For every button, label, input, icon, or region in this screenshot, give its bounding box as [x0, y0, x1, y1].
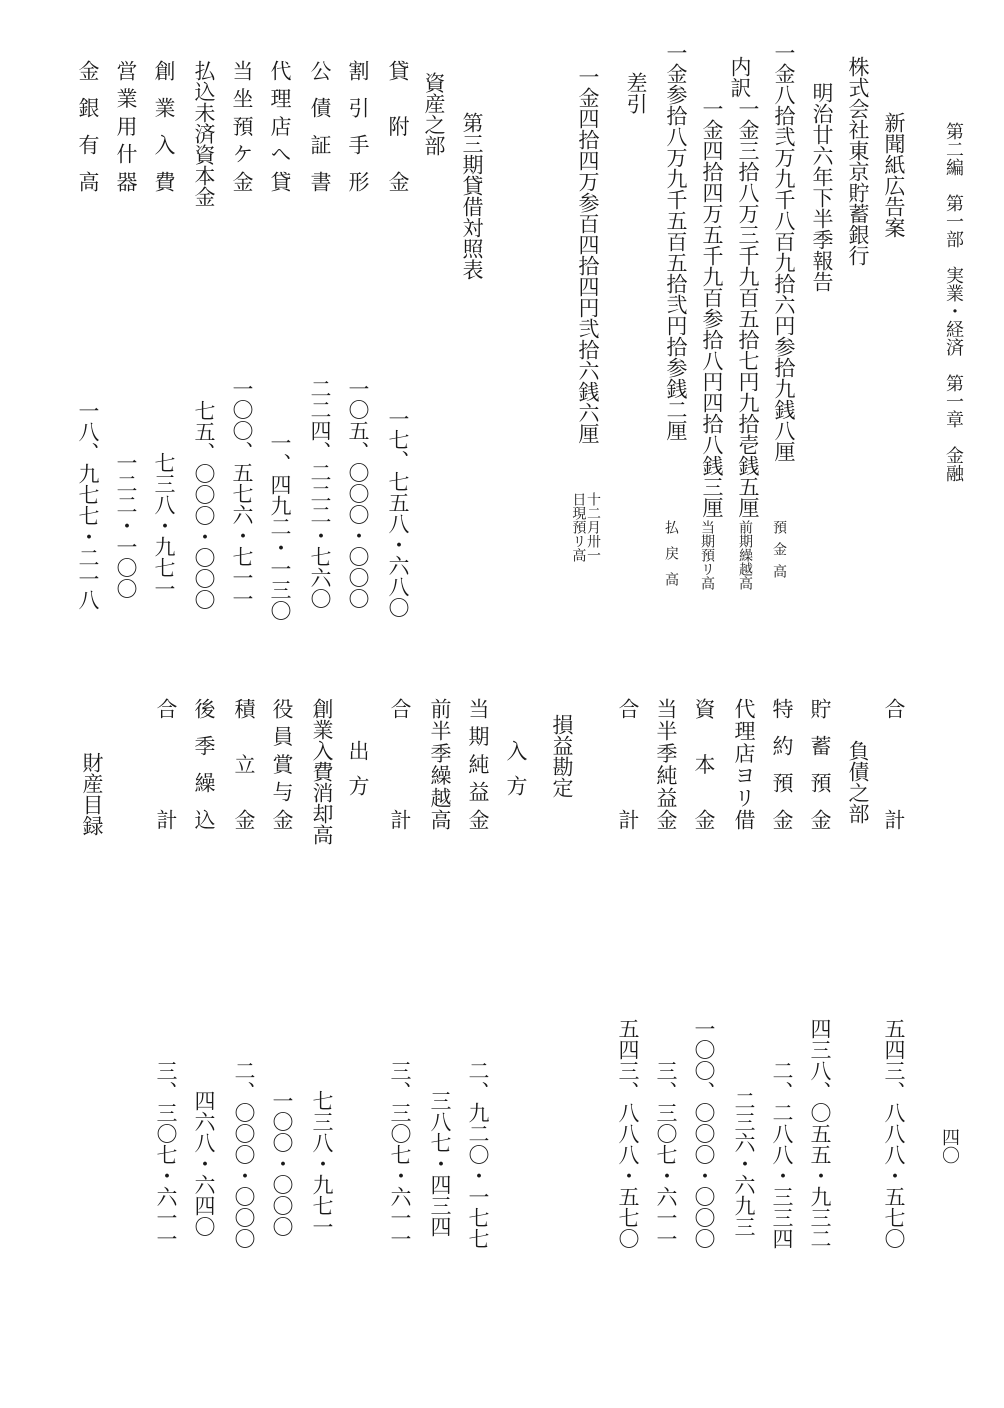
ad-label-withdrawn: 払戻高: [663, 520, 679, 598]
income-label: 当期純益金: [466, 698, 490, 830]
income-total-value: 三、三〇七・六一一: [388, 1060, 412, 1249]
profit-loss-title: 損益勘定: [550, 714, 574, 798]
assets-total-label: 合計: [882, 698, 906, 830]
expense-total-value: 三、三〇七・六一一: [154, 1060, 178, 1249]
asset-label: 割引手形: [346, 60, 370, 192]
ad-label-carried: 前期繰越高: [737, 520, 753, 590]
ad-report-title: 明治廿六年下半季報告: [810, 82, 834, 292]
expense-label: 積立金: [232, 698, 256, 830]
expense-value: 四六八・六四〇: [192, 1090, 216, 1237]
income-value: 二、九二〇・一七七: [466, 1060, 490, 1249]
asset-label: 当坐預ケ金: [230, 60, 254, 192]
assets-total-value: 五四三、八八八・五七〇: [882, 1018, 906, 1249]
income-label: 前半季繰越高: [428, 698, 452, 830]
asset-label: 金銀有高: [76, 60, 100, 192]
asset-value: 七五、〇〇〇・〇〇〇: [192, 400, 216, 610]
balance-sheet-title: 第三期貸借対照表: [460, 112, 484, 280]
liability-label: 資本金: [692, 698, 716, 830]
ad-label-received: 当期預リ高: [699, 520, 715, 590]
property-list-title: 財産目録: [80, 752, 104, 836]
income-total-label: 合計: [388, 698, 412, 830]
liability-value: 三、三〇七・六一一: [654, 1060, 678, 1249]
page-number: 四〇: [939, 1128, 960, 1164]
expense-value: 二、〇〇〇・〇〇〇: [232, 1060, 256, 1249]
ad-line-withdrawn: 一金参拾八万九千五百五拾弐円拾参銭二厘: [664, 42, 688, 441]
ad-title: 新聞紙広告案: [882, 112, 906, 238]
ad-line-deposits: 一金八拾弐万九千八百九拾六円参拾九銭八厘: [772, 42, 796, 462]
asset-value: 一〇五、〇〇〇・〇〇〇: [346, 378, 370, 609]
ad-line-received: 一金四拾四万五千九百参拾八円四拾八銭三厘: [700, 98, 724, 518]
assets-section-title: 資産之部: [422, 72, 446, 156]
ad-breakdown-label: 内訳: [728, 56, 752, 98]
asset-value: 一〇〇、五七六・七一一: [230, 378, 254, 609]
liability-label: 当半季純益金: [654, 698, 678, 830]
liabilities-section-title: 負債之部: [846, 740, 870, 824]
asset-value: 一八、九七七・二一八: [76, 400, 100, 610]
asset-label: 払込未済資本金: [192, 60, 216, 207]
liability-value: 二三六・六九三: [732, 1090, 756, 1237]
ad-bank-name: 株式会社東京貯蓄銀行: [846, 56, 870, 266]
liability-label: 特約預金: [770, 698, 794, 830]
income-value: 三八七・四三四: [428, 1090, 452, 1237]
asset-value: 一、四九二・一三〇: [268, 432, 292, 621]
ad-label-deposits: 預金高: [771, 520, 787, 586]
asset-label: 公債証書: [308, 60, 332, 192]
expense-label: 後季繰込: [192, 698, 216, 830]
liability-label: 貯蓄預金: [808, 698, 832, 830]
liability-value: 四三八、〇五五・九三二: [808, 1018, 832, 1249]
asset-label: 代理店へ貸: [268, 60, 292, 192]
asset-value: 七三八・九七一: [152, 452, 176, 599]
expense-total-label: 合計: [154, 698, 178, 830]
asset-value: 一二二・一〇〇: [114, 452, 138, 599]
income-section-title: 入方: [504, 740, 528, 810]
expense-value: 一〇〇・〇〇〇: [270, 1090, 294, 1237]
expense-value: 七三八・九七一: [310, 1090, 334, 1237]
asset-label: 営業用什器: [114, 60, 138, 192]
liability-value: 一〇〇、〇〇〇・〇〇〇: [692, 1018, 716, 1249]
asset-value: 二二四、二二二・七六〇: [308, 378, 332, 609]
expense-label: 役員賞与金: [270, 698, 294, 830]
expense-label: 創業入費消却高: [310, 698, 334, 845]
asset-label: 貸附金: [386, 60, 410, 192]
ad-label-balance: 十二月卅一日現預リ高: [570, 492, 601, 562]
running-header: 第二編 第一部 実業・経済 第一章 金融: [943, 122, 964, 482]
ad-line-carried: 一金三拾八万三千九百五拾七円九拾壱銭五厘: [736, 98, 760, 518]
expense-section-title: 出方: [346, 740, 370, 810]
asset-label: 創業入費: [152, 60, 176, 192]
liability-label: 代理店ヨリ借: [732, 698, 756, 830]
ad-diff-label: 差引: [624, 72, 648, 114]
liabilities-total-value: 五四三、八八八・五七〇: [616, 1018, 640, 1249]
liabilities-total-label: 合計: [616, 698, 640, 830]
asset-value: 一七、七五八・六八〇: [386, 408, 410, 618]
liability-value: 二、二八八・三三四: [770, 1060, 794, 1249]
ad-line-balance: 一金四拾四万参百四拾四円弐拾六銭六厘: [576, 66, 600, 444]
